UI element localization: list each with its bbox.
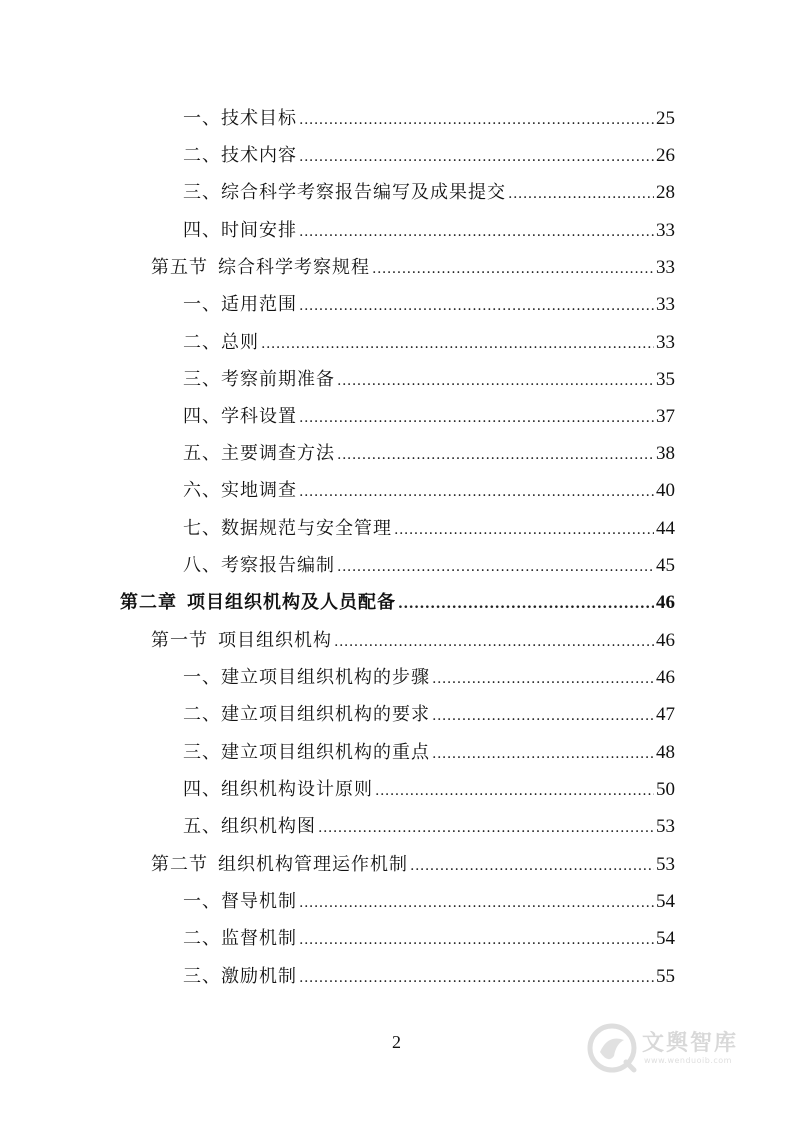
toc-dot-leader	[299, 144, 654, 170]
toc-entry[interactable]	[183, 367, 675, 393]
toc-entry-label: 三、综合科学考察报告编写及成果提交	[183, 182, 506, 203]
toc-section-title: 综合科学考察规程	[218, 257, 370, 278]
toc-entry-page: 46	[656, 592, 675, 613]
watermark	[586, 1018, 766, 1078]
toc-dot-leader	[318, 815, 654, 841]
toc-entry-label	[120, 590, 396, 616]
toc-entry-page: 50	[656, 779, 675, 800]
toc-dot-leader	[299, 479, 654, 505]
toc-entry-label: 五、组织机构图	[183, 816, 316, 837]
watermark-brand: 文舆智库	[642, 1031, 739, 1056]
toc-entry[interactable]	[183, 740, 675, 766]
toc-dot-leader	[398, 591, 654, 617]
toc-entry[interactable]	[183, 516, 675, 542]
toc-entry-label: 四、组织机构设计原则	[183, 779, 373, 800]
toc-entry-label: 二、建立项目组织机构的要求	[183, 704, 430, 725]
toc-entry-label: 三、建立项目组织机构的重点	[183, 742, 430, 763]
toc-entry-label: 四、学科设置	[183, 406, 297, 427]
toc-dot-leader	[432, 666, 654, 692]
toc-entry-label: 八、考察报告编制	[183, 555, 335, 576]
toc-chapter-entry[interactable]	[120, 590, 675, 616]
toc-dot-leader	[299, 405, 654, 431]
toc-chapter-title: 项目组织机构及人员配备	[187, 592, 396, 613]
toc-chapter-number: 第二章	[120, 592, 177, 613]
toc-entry-page: 38	[656, 443, 675, 464]
toc-entry[interactable]	[183, 218, 675, 244]
toc-dot-leader	[432, 703, 654, 729]
toc-entry-page: 47	[656, 704, 675, 725]
toc-entry-label: 七、数据规范与安全管理	[183, 518, 392, 539]
toc-entry-page: 28	[656, 182, 675, 203]
toc-entry-label	[151, 852, 408, 878]
toc-entry-label: 二、技术内容	[183, 145, 297, 166]
watermark-logo-icon	[586, 1022, 638, 1074]
toc-dot-leader	[299, 293, 654, 319]
toc-entry[interactable]	[183, 292, 675, 318]
toc-entry-label: 三、激励机制	[183, 966, 297, 987]
toc-entry-page: 35	[656, 369, 675, 390]
toc-section-entry[interactable]	[151, 255, 675, 281]
toc-dot-leader	[372, 256, 654, 282]
toc-dot-leader	[299, 965, 654, 991]
toc-dot-leader	[394, 517, 654, 543]
watermark-url: www.wenduoib.com	[644, 1056, 732, 1065]
toc-dot-leader	[375, 778, 654, 804]
toc-entry[interactable]	[183, 814, 675, 840]
toc-entry[interactable]	[183, 330, 675, 356]
toc-entry-page: 46	[656, 667, 675, 688]
toc-entry-label: 一、建立项目组织机构的步骤	[183, 667, 430, 688]
toc-entry-label: 五、主要调查方法	[183, 443, 335, 464]
toc-entry-page: 25	[656, 108, 675, 129]
toc-entry-label: 六、实地调查	[183, 480, 297, 501]
toc-entry-label: 一、适用范围	[183, 294, 297, 315]
toc-section-number: 第一节	[151, 630, 208, 651]
toc-section-title: 项目组织机构	[218, 630, 332, 651]
toc-entry-label: 一、督导机制	[183, 891, 297, 912]
toc-entry-page: 33	[656, 220, 675, 241]
toc-entry-page: 53	[656, 816, 675, 837]
toc-dot-leader	[337, 554, 654, 580]
toc-entry[interactable]	[183, 702, 675, 728]
toc-entry-page: 33	[656, 332, 675, 353]
toc-dot-leader	[337, 442, 654, 468]
toc-section-number: 第二节	[151, 854, 208, 875]
toc-entry-page: 48	[656, 742, 675, 763]
toc-entry[interactable]	[183, 106, 675, 132]
toc-entry[interactable]	[183, 665, 675, 691]
toc-entry-label: 二、总则	[183, 332, 259, 353]
toc-dot-leader	[432, 741, 654, 767]
toc-section-entry[interactable]	[151, 628, 675, 654]
toc-entry-page: 54	[656, 891, 675, 912]
toc-entry-label: 四、时间安排	[183, 220, 297, 241]
toc-entry[interactable]	[183, 926, 675, 952]
toc-entry-page: 26	[656, 145, 675, 166]
toc-entry[interactable]	[183, 143, 675, 169]
toc-entry[interactable]	[183, 478, 675, 504]
toc-dot-leader	[299, 927, 654, 953]
toc-section-entry[interactable]	[151, 852, 675, 878]
toc-entry-page: 40	[656, 480, 675, 501]
toc-entry-page: 33	[656, 257, 675, 278]
page-number: 2	[392, 1032, 401, 1052]
toc-entry[interactable]	[183, 553, 675, 579]
toc-section-title: 组织机构管理运作机制	[218, 854, 408, 875]
toc-entry-page: 53	[656, 854, 675, 875]
toc-dot-leader	[337, 368, 654, 394]
toc-entry-label	[151, 628, 332, 654]
toc-entry-page: 55	[656, 966, 675, 987]
toc-entry[interactable]	[183, 180, 675, 206]
toc-entry-page: 54	[656, 928, 675, 949]
toc-dot-leader	[508, 181, 654, 207]
toc-dot-leader	[299, 890, 654, 916]
toc-entry[interactable]	[183, 441, 675, 467]
toc-dot-leader	[299, 219, 654, 245]
toc-entry-label: 一、技术目标	[183, 108, 297, 129]
toc-entry-label: 三、考察前期准备	[183, 369, 335, 390]
toc-entry-page: 33	[656, 294, 675, 315]
toc-entry-label	[151, 255, 370, 281]
toc-entry-page: 45	[656, 555, 675, 576]
toc-entry-page: 37	[656, 406, 675, 427]
toc-section-number: 第五节	[151, 257, 208, 278]
toc-entry[interactable]	[183, 404, 675, 430]
toc-entry[interactable]	[183, 777, 675, 803]
toc-entry-page: 44	[656, 518, 675, 539]
toc-entry-page: 46	[656, 630, 675, 651]
toc-entry[interactable]	[183, 964, 675, 990]
toc-dot-leader	[261, 331, 654, 357]
toc-dot-leader	[299, 107, 654, 133]
toc-entry[interactable]	[183, 889, 675, 915]
toc-dot-leader	[410, 853, 654, 879]
toc-dot-leader	[334, 629, 654, 655]
toc-entry-label: 二、监督机制	[183, 928, 297, 949]
